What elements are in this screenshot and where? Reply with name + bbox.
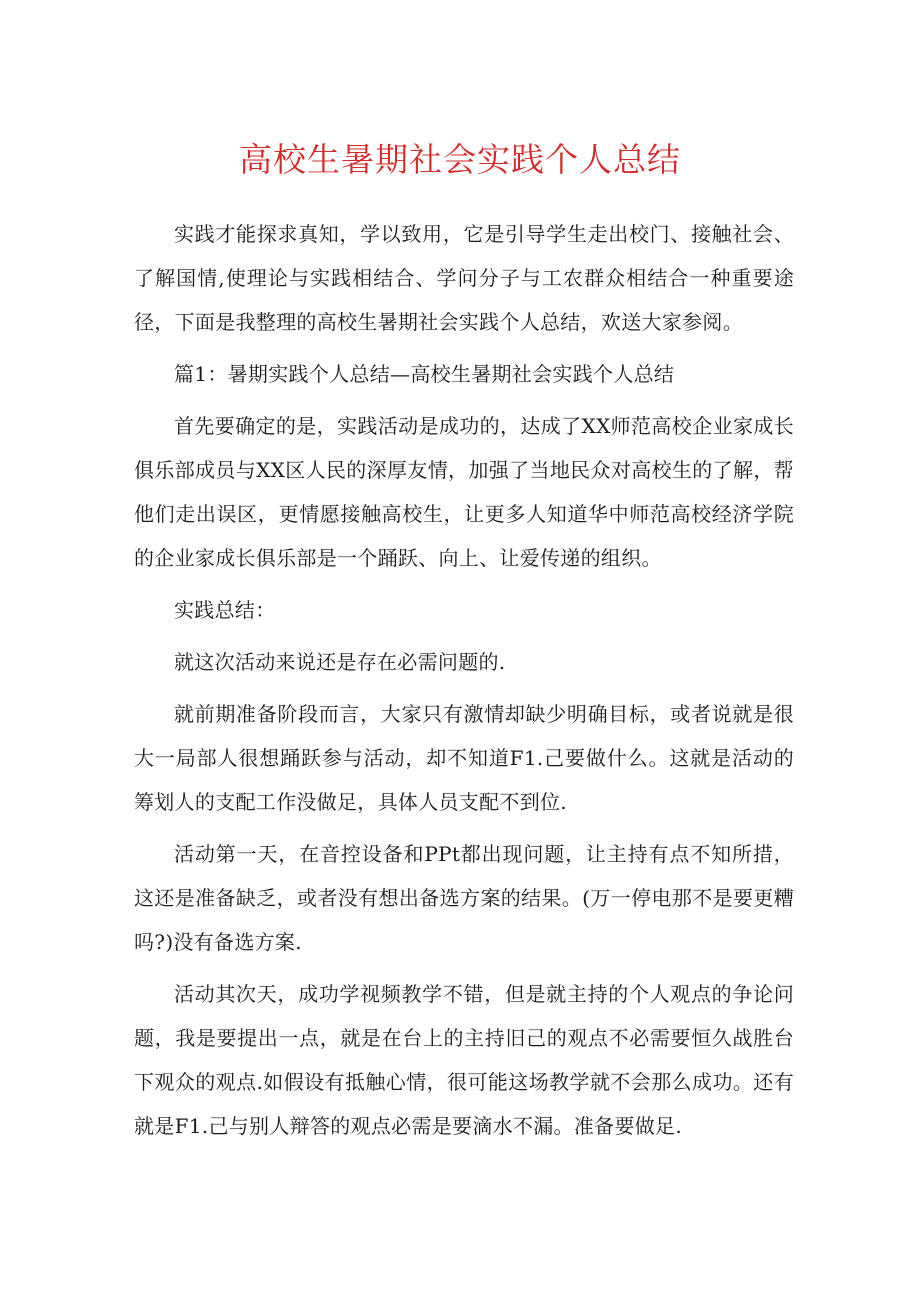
body-paragraph-3: 就前期准备阶段而言，大家只有激情却缺少明确目标，或者说就是很大一局部人很想踊跃参与活动，却不知道F1.己要做什么。这就是活动的筹划人的支配工作没做足，具体人员支配不到位. bbox=[134, 702, 794, 814]
section-heading: 篇1：暑期实践个人总结—高校生暑期社会实践个人总结 bbox=[174, 362, 675, 386]
body-paragraph-1: 首先要确定的是，实践活动是成功的，达成了XX师范高校企业家成长俱乐部成员与XX区人民的深厚友情，加强了当地民众对高校生的了解，帮他们走出误区，更情愿接触高校生，让更多人知道华中师范高校经济学院的企业家成长俱乐部是一个踊跃、向上、让爱传递的组织。 bbox=[134, 414, 794, 570]
page-title: 高校生暑期社会实践个人总结 bbox=[239, 140, 681, 179]
intro-paragraph: 实践才能探求真知，学以致用，它是引导学生走出校门、接触社会、了解国情,使理论与实践相结合、学问分子与工农群众相结合一种重要途径，下面是我整理的高校生暑期社会实践个人总结，欢送大家参阅。 bbox=[134, 222, 794, 334]
body-paragraph-2: 就这次活动来说还是存在必需问题的. bbox=[174, 650, 506, 674]
subsection-heading: 实践总结： bbox=[174, 598, 276, 622]
body-paragraph-4: 活动第一天，在音控设备和PPt都出现问题，让主持有点不知所措，这还是准备缺乏，或者没有想出备选方案的结果。(万一停电那不是要更糟吗?)没有备选方案. bbox=[134, 842, 794, 954]
body-paragraph-5: 活动其次天，成功学视频教学不错，但是就主持的个人观点的争论问题，我是要提出一点，就是在台上的主持旧己的观点不必需要恒久战胜台下观众的观点.如假设有抵触心情，很可能这场教学就不会那么成功。还有就是F1.己与别人辩答的观点必需是要滴水不漏。准备要做足. bbox=[134, 982, 794, 1138]
document-body bbox=[134, 212, 794, 1156]
